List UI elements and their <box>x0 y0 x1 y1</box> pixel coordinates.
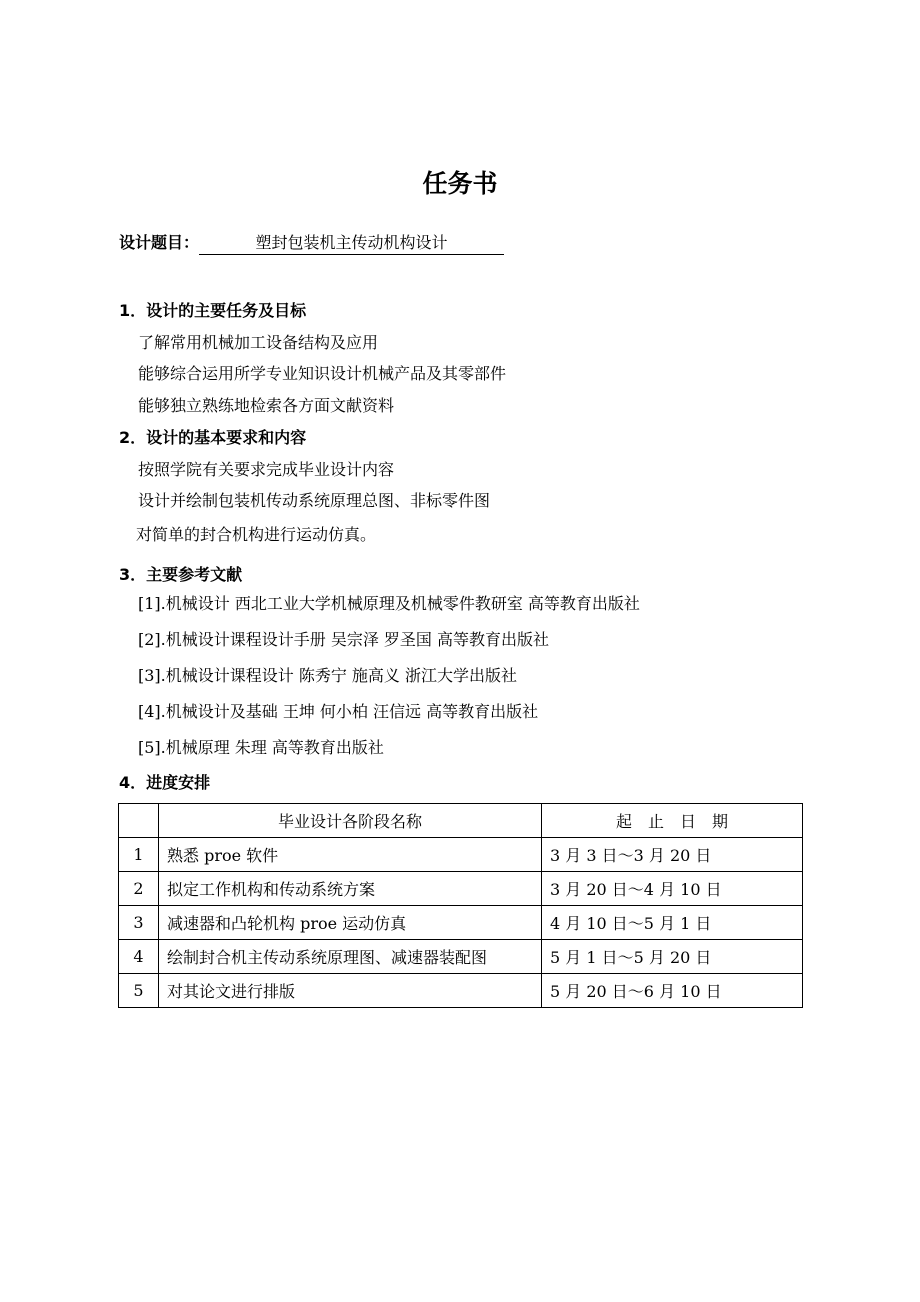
section-line: 对简单的封合机构进行运动仿真。 <box>136 525 377 544</box>
row-dates: 3 月 3 日～3 月 20 日 <box>542 838 803 872</box>
row-dates: 5 月 1 日～5 月 20 日 <box>542 940 803 974</box>
reference-item: [3].机械设计课程设计 陈秀宁 施高义 浙江大学出版社 <box>138 666 518 685</box>
row-number: 2 <box>119 872 159 906</box>
table-row <box>119 872 803 906</box>
row-dates: 3 月 20 日～4 月 10 日 <box>542 872 803 906</box>
section-heading-tasks: 1．设计的主要任务及目标 <box>119 301 307 320</box>
section-line: 了解常用机械加工设备结构及应用 <box>138 333 379 352</box>
reference-item: [5].机械原理 朱理 高等教育出版社 <box>138 738 384 757</box>
section-line: 能够独立熟练地检索各方面文献资料 <box>138 396 395 415</box>
section-heading-schedule: 4．进度安排 <box>119 773 211 792</box>
table-header-row <box>119 804 803 838</box>
design-subject <box>119 230 504 255</box>
reference-item: [1].机械设计 西北工业大学机械原理及机械零件教研室 高等教育出版社 <box>138 594 640 613</box>
table-row <box>119 974 803 1008</box>
row-stage: 绘制封合机主传动系统原理图、减速器装配图 <box>159 940 542 974</box>
header-cell-dates: 起 止 日 期 <box>542 804 803 838</box>
reference-item: [2].机械设计课程设计手册 吴宗泽 罗圣国 高等教育出版社 <box>138 630 550 649</box>
schedule-table <box>118 803 803 1008</box>
row-number: 4 <box>119 940 159 974</box>
row-number: 5 <box>119 974 159 1008</box>
document-title: 任务书 <box>422 169 498 198</box>
header-cell-stage: 毕业设计各阶段名称 <box>159 804 542 838</box>
subject-value: 塑封包装机主传动机构设计 <box>199 230 504 255</box>
row-stage: 熟悉 proe 软件 <box>159 838 542 872</box>
row-stage: 减速器和凸轮机构 proe 运动仿真 <box>159 906 542 940</box>
subject-label: 设计题目： <box>119 233 200 252</box>
table-row <box>119 838 803 872</box>
section-line: 设计并绘制包装机传动系统原理总图、非标零件图 <box>138 491 491 510</box>
row-number: 1 <box>119 838 159 872</box>
section-line: 按照学院有关要求完成毕业设计内容 <box>138 460 395 479</box>
header-cell-number <box>119 804 159 838</box>
row-dates: 4 月 10 日～5 月 1 日 <box>542 906 803 940</box>
row-dates: 5 月 20 日～6 月 10 日 <box>542 974 803 1008</box>
row-stage: 拟定工作机构和传动系统方案 <box>159 872 542 906</box>
section-line: 能够综合运用所学专业知识设计机械产品及其零部件 <box>138 364 507 383</box>
reference-item: [4].机械设计及基础 王坤 何小柏 汪信远 高等教育出版社 <box>138 702 539 721</box>
table-row <box>119 940 803 974</box>
section-heading-requirements: 2．设计的基本要求和内容 <box>119 428 307 447</box>
row-stage: 对其论文进行排版 <box>159 974 542 1008</box>
table-row <box>119 906 803 940</box>
section-heading-references: 3．主要参考文献 <box>119 565 243 584</box>
row-number: 3 <box>119 906 159 940</box>
